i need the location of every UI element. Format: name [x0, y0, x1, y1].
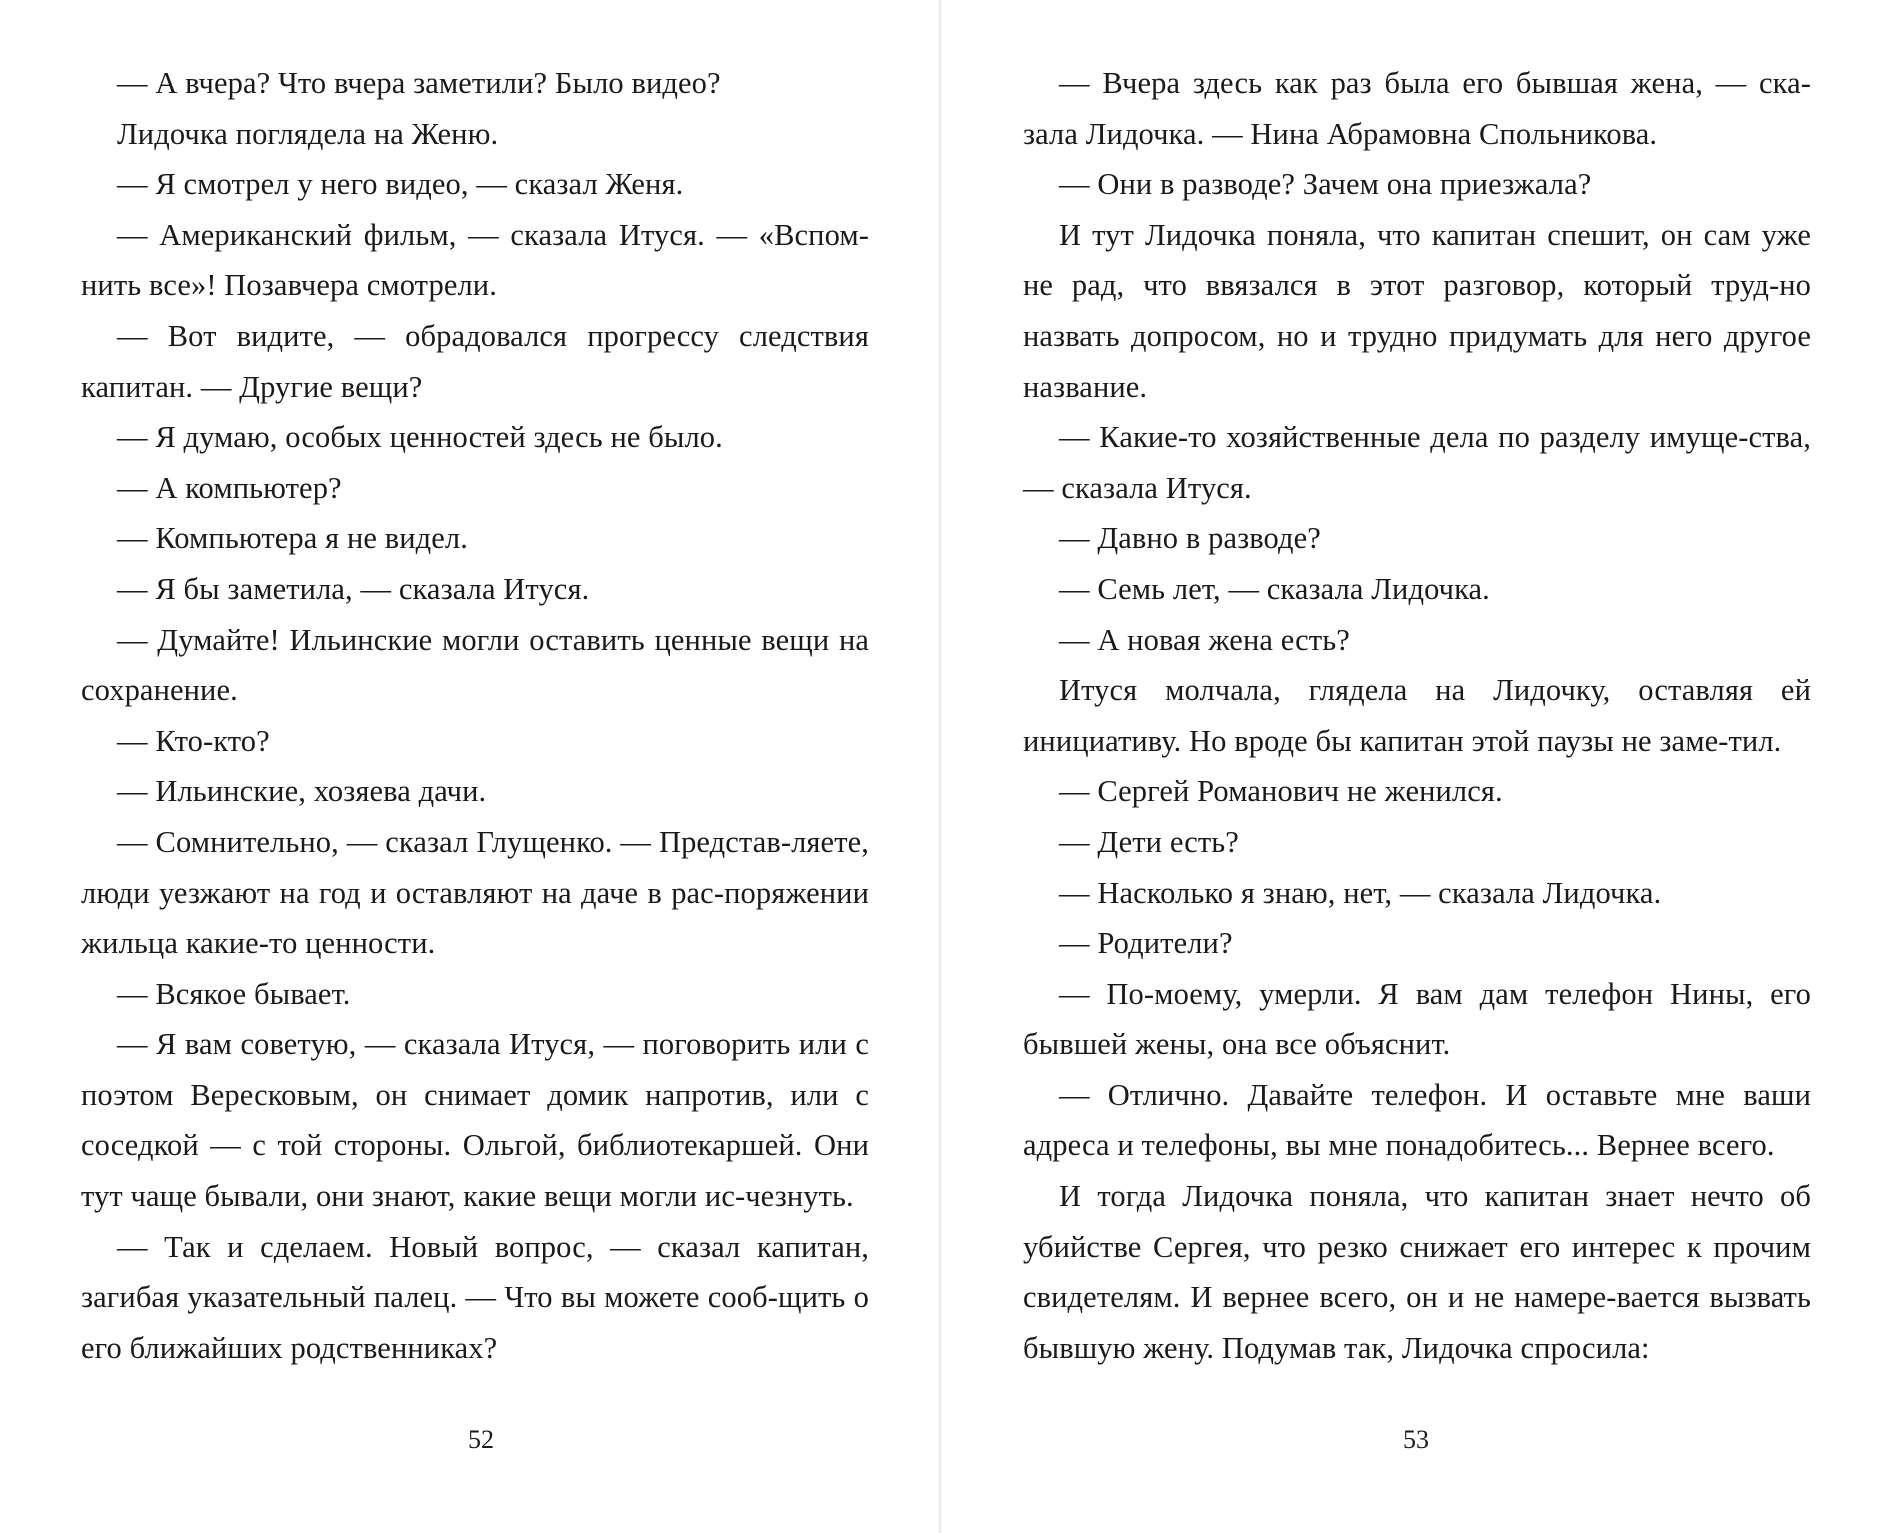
- paragraph: — Семь лет, — сказала Лидочка.: [1059, 571, 1490, 606]
- paragraph: — Всякое бывает.: [117, 976, 351, 1011]
- paragraph: Итуся молчала, глядела на Лидочку, оставляя ей инициативу. Но вроде бы капитан этой паузы не заме-тил.: [1023, 673, 1811, 758]
- paragraph: И тут Лидочка поняла, что капитан спешит, он сам уже не рад, что ввязался в этот разговор, который труд-но назвать допросом, но и трудно придумать для него другое название.: [1023, 217, 1811, 404]
- paragraph: — Думайте! Ильинские могли оставить ценные вещи на сохранение.: [81, 622, 869, 708]
- paragraph: — Я смотрел у него видео, — сказал Женя.: [117, 167, 684, 202]
- paragraph: — Сергей Романович не женился.: [1059, 774, 1503, 809]
- paragraph: — Американский фильм, — сказала Итуся. — «Вспом-нить все»! Позавчера смотрели.: [81, 217, 869, 303]
- paragraph: — Давно в разводе?: [1059, 521, 1321, 556]
- paragraph: — Они в разводе? Зачем она приезжала?: [1059, 167, 1592, 202]
- paragraph: — А вчера? Что вчера заметили? Было видео?: [117, 66, 721, 100]
- paragraph: — Я думаю, особых ценностей здесь не было.: [117, 420, 723, 455]
- left-page: [81, 58, 869, 1373]
- paragraph: И тогда Лидочка поняла, что капитан знает нечто об убийстве Сергея, что резко снижает его интерес к прочим свидетелям. И вернее всего, он и не намере-вается вызвать бывшую жену. Подумав так, Лидочка спросила:: [1023, 1179, 1811, 1365]
- paragraph: — Дети есть?: [1059, 824, 1239, 859]
- paragraph: — А компьютер?: [117, 470, 342, 505]
- paragraph: Лидочка поглядела на Женю.: [117, 116, 499, 151]
- page-number: 53: [1403, 1425, 1429, 1454]
- paragraph: — Я вам советую, — сказала Итуся, — поговорить или с поэтом Вересковым, он снимает домик напротив, или с соседкой — с той стороны. Ольгой, библиотекаршей. Они тут чаще бывали, они знают, какие вещи могли ис-чезнуть.: [81, 1027, 869, 1214]
- page-number: 52: [468, 1425, 494, 1454]
- paragraph: — Сомнительно, — сказал Глущенко. — Представ-ляете, люди уезжают на год и оставляют на даче в рас-поряжении жильца какие-то ценности.: [81, 824, 869, 961]
- paragraph: — По-моему, умерли. Я вам дам телефон Нины, его бывшей жены, она все объяснит.: [1023, 976, 1811, 1062]
- paragraph: — Насколько я знаю, нет, — сказала Лидочка.: [1059, 875, 1662, 910]
- paragraph: — А новая жена есть?: [1059, 622, 1350, 657]
- book-gutter: [938, 0, 942, 1533]
- paragraph: — Родители?: [1059, 926, 1233, 961]
- paragraph: — Так и сделаем. Новый вопрос, — сказал капитан, загибая указательный палец. — Что вы можете сооб-щить о его ближайших родственниках?: [81, 1229, 869, 1365]
- paragraph: — Компьютера я не видел.: [117, 521, 468, 556]
- paragraph: — Я бы заметила, — сказала Итуся.: [117, 571, 590, 606]
- paragraph: — Кто-кто?: [117, 723, 270, 758]
- paragraph: — Вот видите, — обрадовался прогрессу следствия капитан. — Другие вещи?: [81, 318, 869, 404]
- paragraph: — Какие-то хозяйственные дела по разделу имуще-ства, — сказала Итуся.: [1023, 420, 1811, 505]
- paragraph: — Ильинские, хозяева дачи.: [117, 774, 487, 809]
- paragraph: — Отлично. Давайте телефон. И оставьте мне ваши адреса и телефоны, вы мне понадобитесь... Вернее всего.: [1023, 1077, 1811, 1163]
- right-page: [1023, 58, 1811, 1373]
- paragraph: — Вчера здесь как раз была его бывшая жена, — ска-зала Лидочка. — Нина Абрамовна Спольникова.: [1023, 66, 1811, 151]
